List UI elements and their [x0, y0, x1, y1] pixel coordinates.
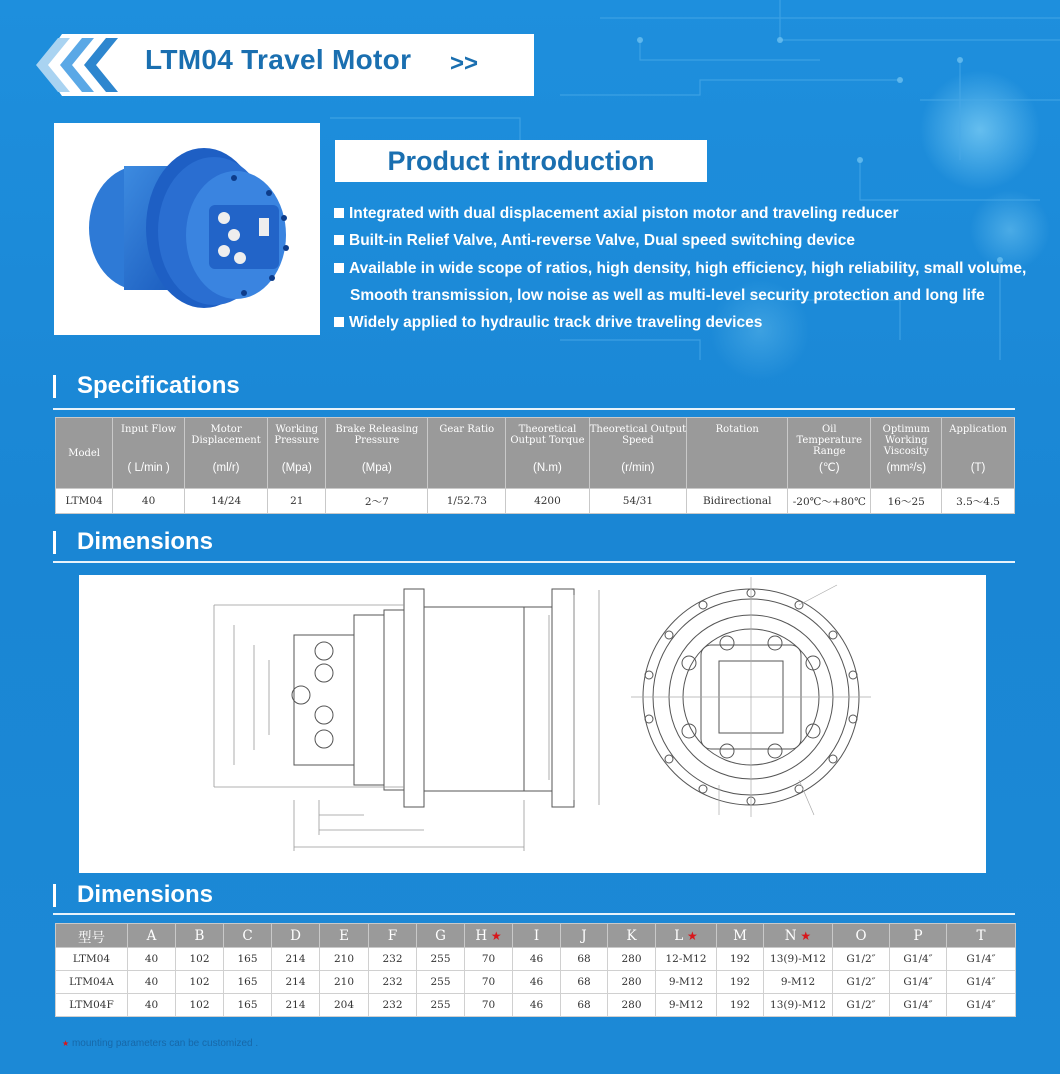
table-cell: 68: [561, 971, 608, 994]
table-cell: 192: [717, 971, 764, 994]
spec-cell: -20℃～+80℃: [788, 489, 871, 514]
table-cell: 40: [128, 948, 176, 971]
dim-col-label: B: [194, 927, 205, 944]
table-cell: 280: [608, 994, 656, 1017]
dim-col-label: F: [387, 927, 398, 944]
heading-bar: [53, 531, 56, 554]
table-cell: G1/2″: [833, 971, 890, 994]
table-cell: G1/4″: [890, 948, 947, 971]
dim-col-label: E: [339, 927, 349, 944]
spec-col-speed: Theoretical Output Speed (r/min): [589, 418, 687, 489]
page-title: LTM04 Travel Motor: [145, 44, 412, 75]
feature-item: Available in wide scope of ratios, high density, high efficiency, high reliability, small volume,: [334, 255, 1026, 282]
table-cell: 9-M12: [656, 971, 717, 994]
table-cell: 214: [272, 971, 320, 994]
table-cell: 46: [513, 971, 561, 994]
spec-col-application: Application (T): [942, 418, 1015, 489]
dimension-drawing: [79, 575, 986, 873]
table-cell: 255: [417, 971, 465, 994]
spec-cell: 40: [113, 489, 185, 514]
table-cell: 210: [320, 971, 369, 994]
star-icon: ★: [62, 1039, 70, 1048]
bullet-square-icon: [334, 317, 344, 327]
table-cell: 280: [608, 948, 656, 971]
dim-col-label: I: [533, 927, 540, 944]
table-cell: 165: [224, 971, 272, 994]
heading-bar: [53, 884, 56, 907]
spec-cell: 16～25: [871, 489, 942, 514]
dim-col-header: [320, 924, 369, 948]
table-cell: 102: [176, 948, 224, 971]
star-icon: ★: [487, 928, 502, 943]
table-cell: G1/4″: [947, 994, 1016, 1017]
dim-col-header: [369, 924, 417, 948]
dim-col-header: [890, 924, 947, 948]
specifications-table: [55, 417, 1015, 514]
table-cell: 192: [717, 948, 764, 971]
dim-col-header: [224, 924, 272, 948]
dim-col-label: A: [146, 927, 157, 944]
feature-item: Widely applied to hydraulic track drive traveling devices: [334, 309, 1026, 336]
dim-col-label: T: [976, 927, 986, 944]
table-cell: 214: [272, 994, 320, 1017]
table-cell: 214: [272, 948, 320, 971]
table-cell: 232: [369, 994, 417, 1017]
table-cell: G1/4″: [947, 948, 1016, 971]
table-cell: 40: [128, 971, 176, 994]
feature-item: Integrated with dual displacement axial piston motor and traveling reducer: [334, 200, 1026, 227]
dim-col-header: [272, 924, 320, 948]
spec-cell: 4200: [506, 489, 589, 514]
table-cell: G1/4″: [947, 971, 1016, 994]
dim-col-header: [561, 924, 608, 948]
dim-col-header: [128, 924, 176, 948]
table-cell: 232: [369, 971, 417, 994]
dim-col-label: K: [626, 927, 637, 944]
bullet-square-icon: [334, 208, 344, 218]
dim-col-label: O: [855, 927, 867, 944]
dimensions-header-row: [56, 924, 1016, 948]
dim-col-label: D: [290, 927, 301, 944]
table-row: [56, 994, 1016, 1017]
dim-col-label: L: [674, 927, 684, 944]
table-cell: 46: [513, 994, 561, 1017]
dim-col-header: [833, 924, 890, 948]
table-cell: LTM04A: [56, 971, 128, 994]
table-cell: LTM04F: [56, 994, 128, 1017]
feature-item: Built-in Relief Valve, Anti-reverse Valve, Dual speed switching device: [334, 227, 1026, 254]
dim-col-label: J: [581, 927, 587, 944]
section-divider: [53, 561, 1015, 563]
table-cell: 68: [561, 994, 608, 1017]
table-cell: G1/2″: [833, 948, 890, 971]
dim-col-label: M: [733, 927, 747, 944]
dim-col-label: P: [913, 927, 923, 944]
dim-col-header: [608, 924, 656, 948]
table-cell: 9-M12: [764, 971, 833, 994]
product-introduction-title: Product introduction: [335, 140, 707, 182]
table-cell: 232: [369, 948, 417, 971]
dim-col-header: [513, 924, 561, 948]
spec-cell: 2～7: [326, 489, 428, 514]
spec-cell: LTM04: [56, 489, 113, 514]
technical-drawing: [79, 575, 986, 873]
table-cell: 70: [465, 948, 513, 971]
dimensions-body: [56, 948, 1016, 1017]
table-cell: LTM04: [56, 948, 128, 971]
table-row: [56, 948, 1016, 971]
table-cell: 40: [128, 994, 176, 1017]
table-cell: 13(9)-M12: [764, 994, 833, 1017]
spec-cell: 14/24: [184, 489, 267, 514]
footnote: [62, 1038, 258, 1049]
title-arrows: >>: [450, 50, 479, 77]
table-cell: G1/2″: [833, 994, 890, 1017]
spec-cell: 21: [268, 489, 326, 514]
dim-col-label: H: [475, 927, 488, 944]
table-cell: 192: [717, 994, 764, 1017]
spec-col-viscosity: Optimum Working Viscosity (mm²/s): [871, 418, 942, 489]
table-cell: 210: [320, 948, 369, 971]
table-cell: G1/4″: [890, 971, 947, 994]
star-icon: ★: [683, 928, 698, 943]
feature-list: [334, 200, 1026, 336]
feature-item-continuation: Smooth transmission, low noise as well as multi-level security protection and long life: [350, 286, 985, 304]
spec-cell: 1/52.73: [428, 489, 506, 514]
dim-col-header: [465, 924, 513, 948]
spec-col-working-pressure: Working Pressure (Mpa): [268, 418, 326, 489]
spec-header-row: [56, 418, 1015, 489]
table-cell: 70: [465, 971, 513, 994]
bullet-square-icon: [334, 263, 344, 273]
dim-col-header: [56, 924, 128, 948]
table-row: [56, 971, 1016, 994]
dim-col-label: N: [784, 927, 797, 944]
table-cell: 9-M12: [656, 994, 717, 1017]
spec-cell: 3.5～4.5: [942, 489, 1015, 514]
dim-col-label: G: [435, 927, 446, 944]
footnote-text: mounting parameters can be customized .: [71, 1038, 259, 1049]
dim-col-header: [656, 924, 717, 948]
chevrons-left-icon: [32, 34, 142, 96]
table-cell: 204: [320, 994, 369, 1017]
dim-col-header: [717, 924, 764, 948]
table-cell: 255: [417, 948, 465, 971]
spec-data-row: [56, 489, 1015, 514]
table-cell: 165: [224, 994, 272, 1017]
table-cell: 13(9)-M12: [764, 948, 833, 971]
table-cell: 165: [224, 948, 272, 971]
spec-col-model: Model: [56, 418, 113, 489]
spec-cell: Bidirectional: [687, 489, 788, 514]
spec-col-rotation: Rotation: [687, 418, 788, 489]
bullet-square-icon: [334, 235, 344, 245]
dim-col-label: C: [242, 927, 253, 944]
dim-col-header: [417, 924, 465, 948]
table-cell: 12-M12: [656, 948, 717, 971]
spec-col-oil-temp: Oil Temperature Range (℃): [788, 418, 871, 489]
spec-col-input-flow: Input Flow ( L/min ): [113, 418, 185, 489]
heading-bar: [53, 375, 56, 398]
spec-col-gear-ratio: Gear Ratio: [428, 418, 506, 489]
section-divider: [53, 408, 1015, 410]
spec-cell: 54/31: [589, 489, 687, 514]
table-cell: 102: [176, 971, 224, 994]
table-cell: 280: [608, 971, 656, 994]
dim-col-label: 型号: [78, 929, 105, 946]
table-cell: 68: [561, 948, 608, 971]
dim-col-header: [176, 924, 224, 948]
spec-col-brake-pressure: Brake Releasing Pressure (Mpa): [326, 418, 428, 489]
dim-col-header: [764, 924, 833, 948]
travel-motor-image: [54, 123, 320, 335]
table-cell: 70: [465, 994, 513, 1017]
table-cell: 102: [176, 994, 224, 1017]
star-icon: ★: [796, 928, 812, 943]
table-cell: G1/4″: [890, 994, 947, 1017]
table-cell: 255: [417, 994, 465, 1017]
dim-col-header: [947, 924, 1016, 948]
spec-col-displacement: Motor Displacement (ml/r): [184, 418, 267, 489]
dimensions-table: [55, 923, 1016, 1017]
spec-col-torque: Theoretical Output Torque (N.m): [506, 418, 589, 489]
section-divider: [53, 913, 1015, 915]
product-photo: [54, 123, 320, 335]
table-cell: 46: [513, 948, 561, 971]
